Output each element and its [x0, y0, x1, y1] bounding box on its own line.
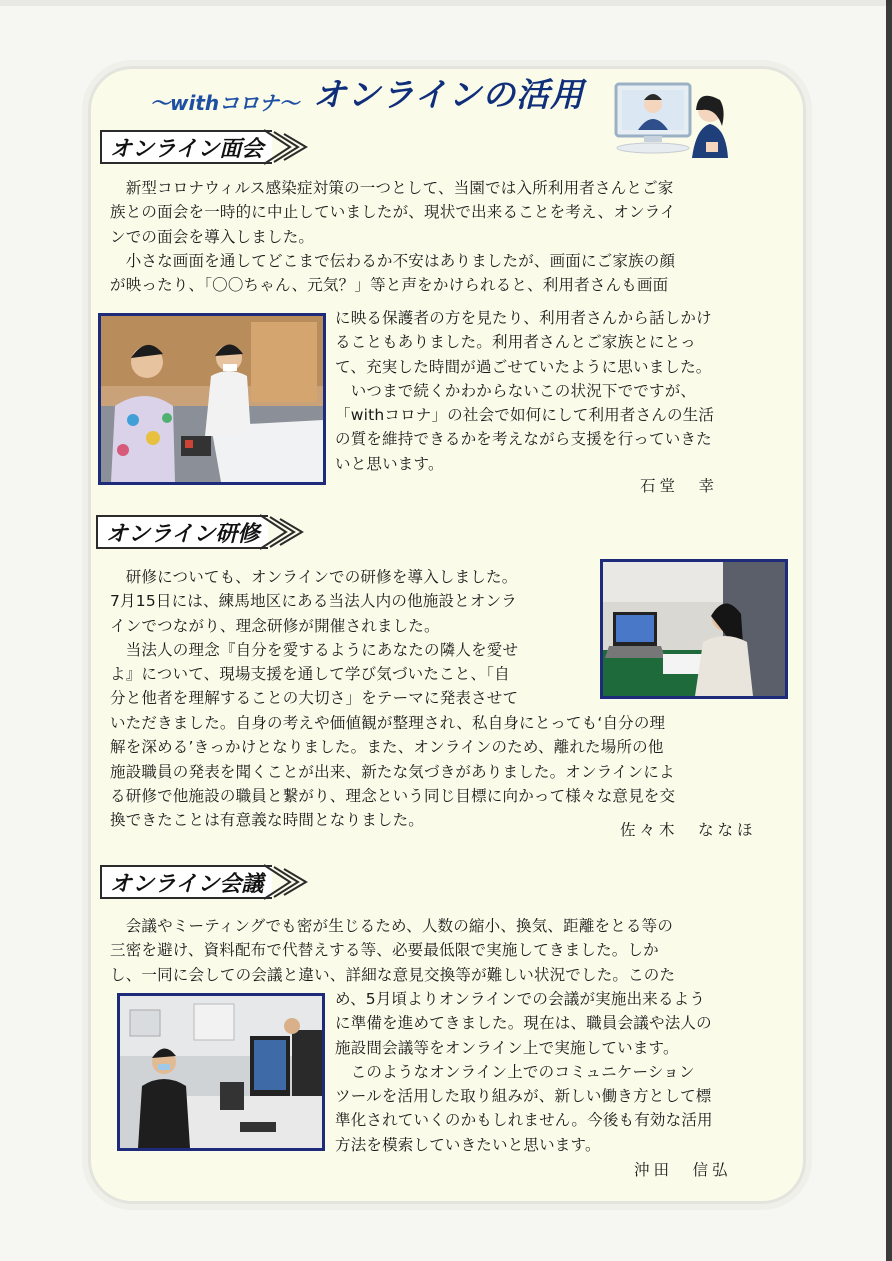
text-line: 施設間会議等をオンライン上で実施しています。	[335, 1038, 679, 1057]
text-line: ツールを活用した取り組みが、新しい働き方として標	[335, 1087, 712, 1106]
heading-box	[100, 865, 272, 899]
page-subtitle: ～withコロナ～	[150, 91, 300, 115]
text-line: 「withコロナ」の社会で如何にして利用者さんの生活	[335, 406, 715, 425]
page-title-text: オンラインの活用	[313, 75, 585, 114]
text-line: いただきました。自身の考えや価値観が整理され、私自身にとっても‘自分の理	[110, 714, 666, 732]
text-line: 当法人の理念『自分を愛するようにあなたの隣人を愛せ	[110, 640, 519, 659]
text-line: このようなオンライン上でのコミュニケーション	[335, 1062, 695, 1081]
section3-paragraph1	[110, 914, 675, 987]
text-line: 施設職員の発表を聞くことが出来、新たな気づきがありました。オンラインによ	[110, 762, 675, 781]
page-title	[150, 72, 584, 116]
text-line: 研修についても、オンラインでの研修を導入しました。	[110, 568, 518, 586]
text-line: インでつながり、理念研修が開催されました。	[110, 616, 440, 635]
text-line: 換できたことは有意義な時間となりました。	[110, 811, 425, 830]
text-line: が映ったり、「〇〇ちゃん、元気？」等と声をかけられると、利用者さんも画面	[110, 276, 669, 295]
heading-box	[100, 130, 272, 164]
text-line: め、5月頃よりオンラインでの会議が実施出来るよう	[335, 990, 706, 1008]
photo-online-training	[600, 559, 788, 699]
photo-online-meeting	[117, 993, 325, 1151]
heading-label: オンライン面会	[110, 136, 264, 162]
section2-paragraph1	[110, 565, 518, 711]
text-line: 会議やミーティングでも密が生じるため、人数の縮小、換気、距離をとる等の	[110, 917, 674, 935]
text-line: 7月15日には、練馬地区にある当法人内の他施設とオンラ	[110, 592, 517, 611]
text-line: 小さな画面を通してどこまで伝わるか不安はありましたが、画面にご家族の顔	[110, 251, 676, 270]
text-line: 三密を避け、資料配布で代替えする等、必要最低限で実施してきました。しか	[110, 941, 659, 960]
text-line: る研修で他施設の職員と繋がり、理念という同じ目標に向かって様々な意見を交	[110, 786, 676, 805]
text-line: 解を深める’きっかけとなりました。また、オンラインのため、離れた場所の他	[110, 738, 664, 757]
section3-paragraph2	[335, 987, 713, 1157]
text-line: ンでの面会を導入しました。	[110, 227, 315, 246]
scan-edge-right	[886, 0, 892, 1261]
text-line: て、充実した時間が過ごせていたように思いました。	[335, 357, 712, 376]
section-heading-online-visit	[100, 130, 312, 168]
double-chevron-icon	[260, 513, 310, 551]
scan-edge-top	[0, 0, 892, 6]
text-line: し、一同に会しての会議と違い、詳細な意見交換等が難しい状況でした。このた	[110, 965, 676, 984]
double-chevron-icon	[264, 128, 314, 166]
section2-paragraph2	[110, 711, 675, 832]
text-line: ることもありました。利用者さんとご家族とにとっ	[335, 333, 696, 352]
double-chevron-icon	[264, 863, 314, 901]
text-line: に準備を進めてきました。現在は、職員会議や法人の	[335, 1014, 712, 1033]
author-section3: 沖田 信弘	[634, 1161, 732, 1179]
section1-paragraph1	[110, 176, 676, 297]
text-line: 新型コロナウィルス感染症対策の一つとして、当園では入所利用者さんとご家	[110, 179, 674, 197]
text-line: 族との面会を一時的に中止していましたが、現状で出来ることを考え、オンライ	[110, 203, 676, 222]
text-line: に映る保護者の方を見たり、利用者さんから話しかけ	[335, 309, 712, 327]
text-line: 方法を模索していきたいと思います。	[335, 1135, 601, 1154]
video-call-illustration-icon	[612, 80, 730, 160]
section-heading-online-meeting	[100, 865, 312, 903]
heading-label: オンライン会議	[110, 871, 264, 897]
author-section1: 石堂 幸	[640, 477, 719, 495]
text-line: よ』について、現場支援を通して学び気づいたこと、「自	[110, 665, 510, 684]
text-line: の質を維持できるかを考えながら支援を行っていきた	[335, 430, 712, 449]
text-line: いつまで続くかわからないこの状況下でですが、	[335, 381, 697, 400]
author-section2: 佐々木 ななほ	[620, 821, 757, 839]
heading-label: オンライン研修	[106, 521, 260, 547]
section1-paragraph2	[335, 306, 714, 476]
heading-box	[96, 515, 268, 549]
section-heading-online-training	[96, 515, 308, 553]
text-line: いと思います。	[335, 454, 444, 473]
text-line: 準化されていくのかもしれません。今後も有効な活用	[335, 1111, 713, 1130]
text-line: 分と他者を理解することの大切さ」をテーマに発表させて	[110, 689, 519, 708]
photo-online-visit	[98, 313, 326, 485]
